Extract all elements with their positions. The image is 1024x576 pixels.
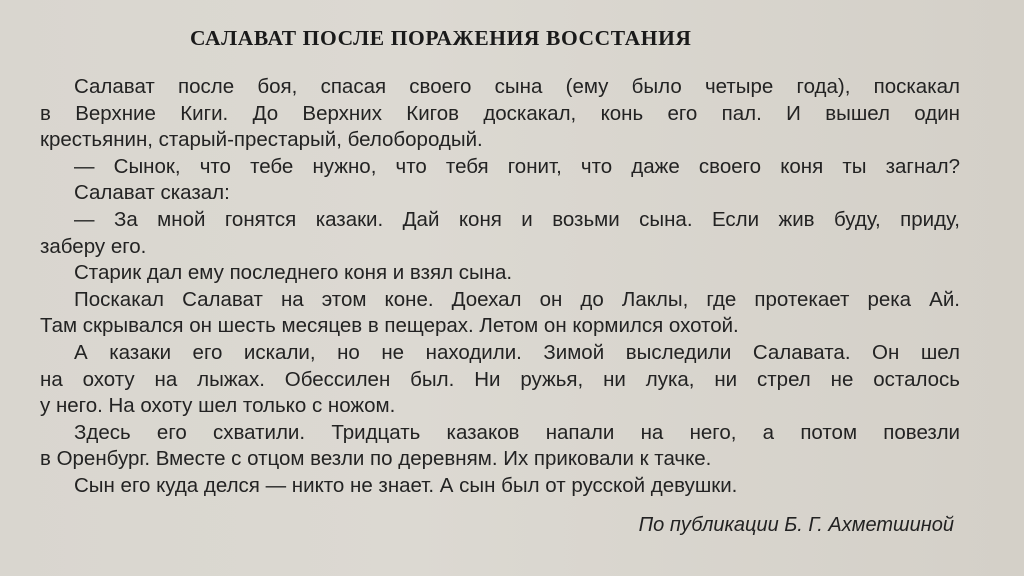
text-line: Старик дал ему последнего коня и взял сына. [74,261,513,285]
text-line: Салават после боя, спасая своего сына (ему было четыре года), поскакал [74,75,960,98]
text-line: Поскакал Салават на этом коне. Доехал он до Лаклы, где протекает река Ай. [74,287,960,311]
text-line: Сын его куда делся — никто не знает. А сын был от русской девушки. [74,473,738,497]
text-line: — За мной гонятся казаки. Дай коня и возьми сына. Если жив буду, приду, [74,207,960,231]
text-line: Салават сказал: [74,181,230,205]
text-line: А казаки его искали, но не находили. Зимой выследили Салавата. Он шел [74,340,960,364]
story-text [40,74,960,500]
text-line: заберу его. [40,234,147,258]
text-line: на охоту на лыжах. Обессилен был. Ни ружья, ни лука, ни стрел не осталось [40,367,960,391]
text-line: Здесь его схватили. Тридцать казаков напали на него, а потом повезли [74,420,960,444]
text-line: у него. На охоту шел только с ножом. [40,394,396,418]
text-line: Там скрывался он шесть месяцев в пещерах. Летом он кормился охотой. [40,314,739,338]
text-line: — Сынок, что тебе нужно, что тебя гонит, что даже своего коня ты загнал? [74,154,960,178]
text-line: крестьянин, старый-престарый, белобородый. [40,128,483,152]
attribution: По публикации Б. Г. Ахметшиной [638,514,954,536]
text-line: в Верхние Киги. До Верхних Кигов доскакал, конь его пал. И вышел один [40,101,960,125]
text-line: в Оренбург. Вместе с отцом везли по деревням. Их приковали к тачке. [40,447,712,471]
page-title: САЛАВАТ ПОСЛЕ ПОРАЖЕНИЯ ВОССТАНИЯ [190,26,692,50]
